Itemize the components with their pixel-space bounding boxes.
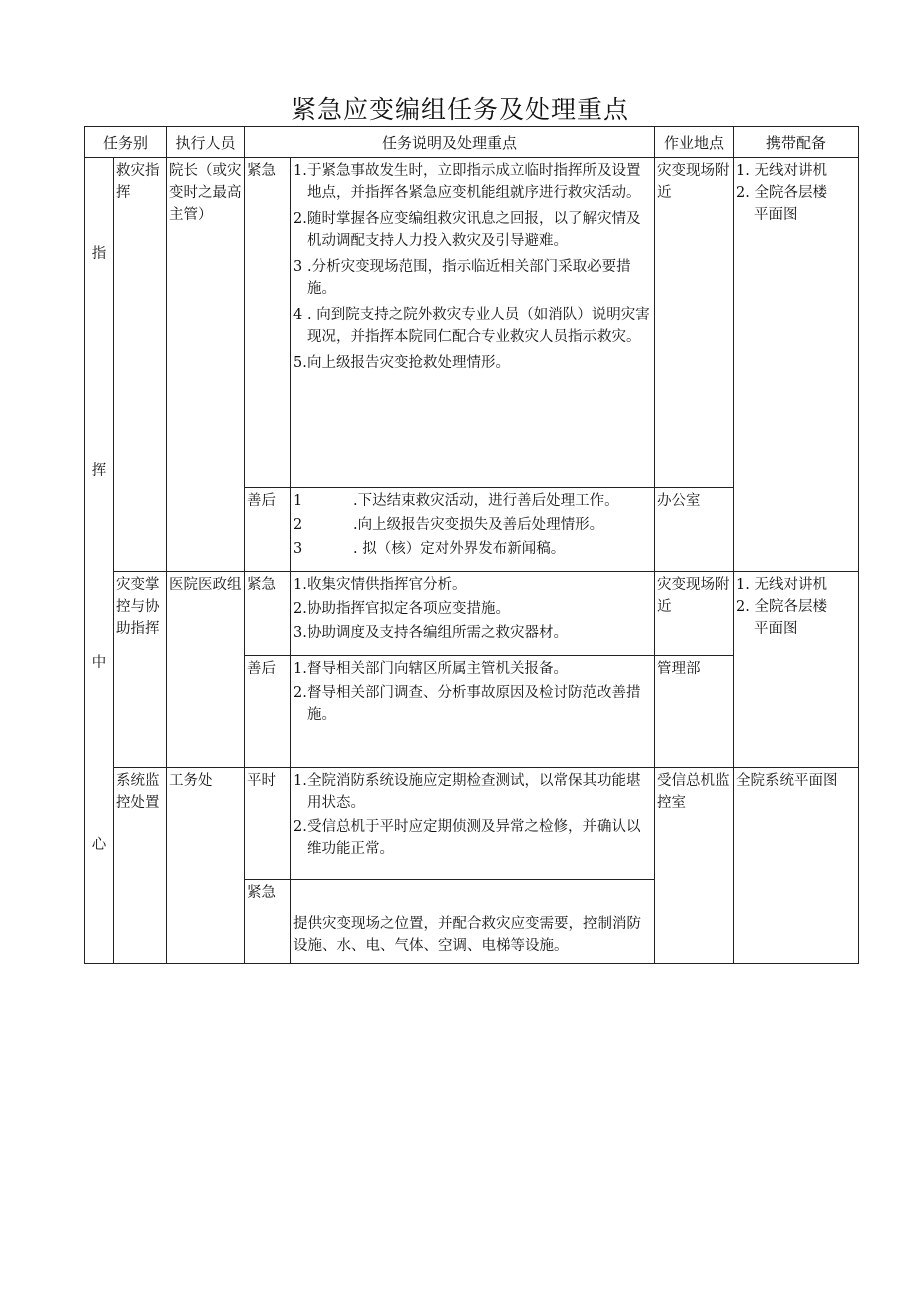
header-row: [85, 127, 859, 158]
list-item: 3. 协助调度及支持各编组所需之救灾器材。: [293, 625, 569, 641]
list-item: 2. 督导相关部门调查、分析事故原因及检讨防范改善措施。: [293, 685, 641, 723]
phase-label: 紧急: [245, 880, 291, 964]
page-title: 紧急应变编组任务及处理重点: [290, 95, 629, 124]
group-task: 系统监控处置: [114, 768, 167, 964]
list-item: 3 . 拟（核）定对外界发布新闻稿。: [293, 541, 566, 557]
location-cell: 办公室: [655, 488, 734, 572]
group-executor: 医院医政组: [167, 572, 245, 768]
group-executor: 院长（或灾变时之最高主管）: [167, 158, 245, 572]
phase-label: 善后: [245, 488, 291, 572]
phase-label: 平时: [245, 768, 291, 880]
list-item: 1. 收集灾情供指挥官分析。: [293, 577, 467, 593]
equipment-item: 平面图: [754, 621, 798, 637]
list-item: 4 . 向到院支持之院外救灾专业人员（如消队）说明灾害现况，并指挥本院同仁配合专业救灾人员指示救灾。: [293, 307, 650, 345]
location-cell: 管理部: [655, 656, 734, 768]
center-char-4: 心: [91, 837, 107, 853]
list-item: 提供灾变现场之位置，并配合救灾应变需要，控制消防设施、水、电、气体、空调、电梯等设施。: [293, 916, 642, 954]
list-item: 2. 受信总机于平时应定期侦测及异常之检修，并确认以维功能正常。: [293, 819, 641, 857]
list-item: 2. 协助指挥官拟定各项应变措施。: [293, 601, 511, 617]
center-char-3: 中: [91, 655, 107, 671]
list-item: 1. 全院消防系统设施应定期检查测试，以常保其功能堪用状态。: [293, 773, 641, 811]
phase-label: 紧急: [245, 158, 291, 488]
phase-label: 善后: [245, 656, 291, 768]
equipment-item: 1. 无线对讲机: [736, 577, 827, 593]
list-item: 3 .分析灾变现场范围，指示临近相关部门采取必要措施。: [293, 259, 631, 297]
command-center-cell: [85, 158, 114, 964]
group-task: 灾变掌控与协助指挥: [114, 572, 167, 768]
header-equipment: 携带配备: [734, 127, 859, 158]
header-description: 任务说明及处理重点: [245, 127, 655, 158]
phase-items: [291, 768, 655, 880]
equipment-cell: [734, 572, 859, 768]
phase-items: [291, 158, 655, 488]
phase-items: [291, 572, 655, 656]
equipment-cell: [734, 158, 859, 572]
header-executor: 执行人员: [167, 127, 245, 158]
list-item: 2 .向上级报告灾变损失及善后处理情形。: [293, 517, 605, 533]
location-cell: 灾变现场附近: [655, 572, 734, 656]
group-executor: 工务处: [167, 768, 245, 964]
center-char-2: 挥: [91, 463, 107, 479]
group-task: 救灾指挥: [114, 158, 167, 572]
list-item: 2. 随时掌握各应变编组救灾讯息之回报，以了解灾情及机动调配支持人力投入救灾及引导避难。: [293, 211, 641, 249]
location-cell: 灾变现场附近: [655, 158, 734, 488]
list-item: 1 .下达结束救灾活动，进行善后处理工作。: [293, 493, 619, 509]
phase-items: [291, 656, 655, 768]
header-task: 任务别: [85, 127, 167, 158]
equipment-item: 2. 全院各层楼: [736, 185, 827, 201]
equipment-item: 平面图: [754, 207, 798, 223]
phase-items: [291, 488, 655, 572]
phase-items: [291, 880, 655, 964]
center-char-1: 指: [91, 246, 107, 262]
equipment-item: 1. 无线对讲机: [736, 163, 827, 179]
header-location: 作业地点: [655, 127, 734, 158]
list-item: 1. 督导相关部门向辖区所属主管机关报备。: [293, 661, 569, 677]
equipment-cell: 全院系统平面图: [734, 768, 859, 964]
task-table: [84, 126, 859, 964]
phase-label: 紧急: [245, 572, 291, 656]
list-item: 1. 于紧急事故发生时，立即指示成立临时指挥所及设置地点，并指挥各紧急应变机能组就序进行救灾活动。: [293, 163, 641, 201]
list-item: 5. 向上级报告灾变抢救处理情形。: [293, 355, 511, 371]
location-cell: 受信总机监控室: [655, 768, 734, 964]
equipment-item: 2. 全院各层楼: [736, 599, 827, 615]
